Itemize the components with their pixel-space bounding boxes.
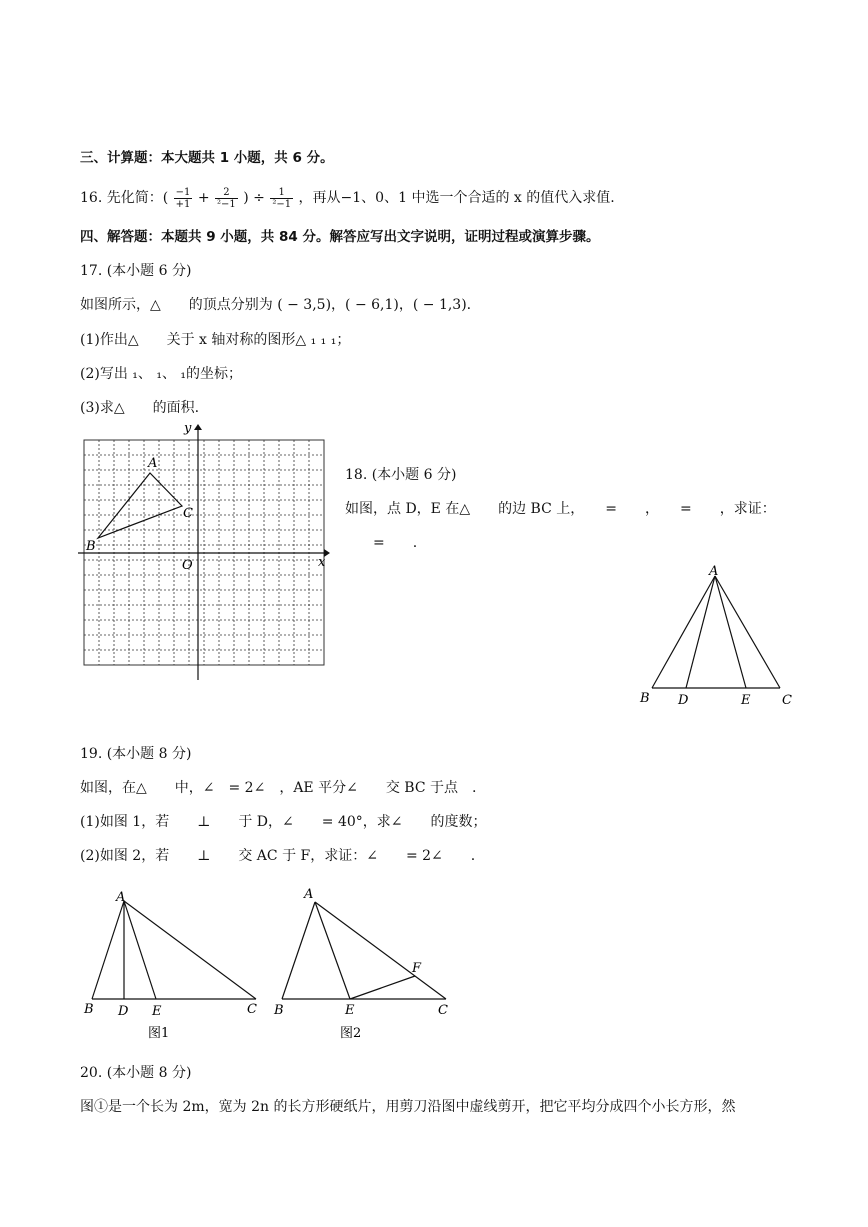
label-c: C bbox=[782, 693, 792, 708]
q17-line-3: (2)写出 ₁、 ₁、 ₁的坐标； bbox=[80, 366, 243, 382]
label-c: C bbox=[247, 1002, 257, 1017]
q18-header: 18. (本小题 6 分) bbox=[345, 467, 457, 483]
q16-f1-den: +1 bbox=[175, 198, 191, 210]
segment-ef bbox=[350, 976, 415, 999]
q16-f2-num: 2 bbox=[215, 187, 238, 199]
q16-suffix: ，再从−1、0、1 中选一个合适的 x 的值代入求值. bbox=[298, 190, 615, 206]
label-c: C bbox=[438, 1003, 448, 1018]
q16-fraction-2 bbox=[215, 187, 238, 210]
q17-grid-figure bbox=[78, 420, 338, 685]
label-a: A bbox=[116, 890, 126, 905]
label-b: B bbox=[640, 691, 650, 706]
label-e: E bbox=[345, 1003, 355, 1018]
q19-figure-2 bbox=[270, 880, 460, 1045]
y-axis-arrow bbox=[194, 424, 202, 430]
q16-plus: + bbox=[197, 190, 210, 206]
question-16 bbox=[80, 185, 615, 211]
label-a: A bbox=[709, 564, 719, 579]
label-b: B bbox=[86, 539, 96, 554]
q16-prefix: 16. 先化简：( bbox=[80, 190, 169, 206]
q18-line-1: 如图，点 D，E 在△ 的边 BC 上， = ， = ，求证： bbox=[345, 501, 776, 517]
side-ac bbox=[715, 576, 780, 688]
section-3-heading: 三、计算题：本大题共 1 小题，共 6 分。 bbox=[80, 150, 334, 166]
segment-ae bbox=[124, 901, 156, 999]
segment-ae bbox=[715, 576, 746, 688]
q19-line-3: (2)如图 2，若 ⊥ 交 AC 于 F，求证：∠ = 2∠ . bbox=[80, 848, 476, 864]
q17-line-4: (3)求△ 的面积. bbox=[80, 400, 200, 416]
q20-line-1: 图①是一个长为 2m，宽为 2n 的长方形硬纸片，用剪刀沿图中虚线剪开，把它平均分成四个小长方形，然 bbox=[80, 1099, 736, 1115]
label-b: B bbox=[84, 1002, 94, 1017]
label-o: O bbox=[182, 558, 193, 573]
caption-fig2: 图2 bbox=[340, 1026, 362, 1041]
segment-ad bbox=[686, 576, 715, 688]
label-f: F bbox=[412, 961, 422, 976]
label-y: y bbox=[184, 421, 192, 436]
q18-figure bbox=[630, 560, 810, 715]
label-a: A bbox=[148, 456, 158, 471]
side-ab bbox=[652, 576, 715, 688]
q19-line-2: (1)如图 1，若 ⊥ 于 D，∠ = 40°，求∠ 的度数； bbox=[80, 814, 487, 830]
q16-mid: ) ÷ bbox=[243, 190, 265, 206]
q17-line-1: 如图所示，△ 的顶点分别为 ( − 3,5)，( − 6,1)，( − 1,3). bbox=[80, 297, 472, 313]
q17-header: 17. (本小题 6 分) bbox=[80, 263, 192, 279]
section-4-heading: 四、解答题：本题共 9 小题，共 84 分。解答应写出文字说明，证明过程或演算步骤。 bbox=[80, 229, 600, 245]
label-e: E bbox=[741, 693, 751, 708]
label-d: D bbox=[118, 1004, 129, 1019]
q17-line-2: (1)作出△ 关于 x 轴对称的图形△ ₁ ₁ ₁； bbox=[80, 332, 351, 348]
label-d: D bbox=[678, 693, 689, 708]
segment-ae bbox=[315, 902, 350, 999]
triangle-abc bbox=[98, 473, 182, 538]
label-c: C bbox=[183, 506, 193, 521]
q16-f3-den: ²−1 bbox=[272, 198, 292, 210]
q16-f2-den: ²−1 bbox=[217, 198, 236, 210]
q18-line-2: = . bbox=[345, 535, 418, 551]
q19-header: 19. (本小题 8 分) bbox=[80, 746, 192, 762]
side-ac bbox=[124, 901, 256, 999]
label-x: x bbox=[318, 555, 326, 570]
side-ac bbox=[315, 902, 446, 999]
side-ab bbox=[282, 902, 315, 999]
caption-fig1: 图1 bbox=[148, 1026, 170, 1041]
q16-fraction-3 bbox=[270, 187, 293, 210]
q16-f1-num: −1 bbox=[175, 186, 191, 198]
q20-header: 20. (本小题 8 分) bbox=[80, 1065, 192, 1081]
label-a: A bbox=[304, 887, 314, 902]
q16-f3-num: 1 bbox=[270, 187, 293, 199]
q19-figure-1 bbox=[80, 885, 270, 1045]
side-ab bbox=[92, 901, 124, 999]
q16-fraction-1 bbox=[174, 187, 193, 210]
q19-line-1: 如图，在△ 中，∠ = 2∠ ，AE 平分∠ 交 BC 于点 . bbox=[80, 780, 477, 796]
label-e: E bbox=[152, 1004, 162, 1019]
label-b: B bbox=[274, 1003, 284, 1018]
